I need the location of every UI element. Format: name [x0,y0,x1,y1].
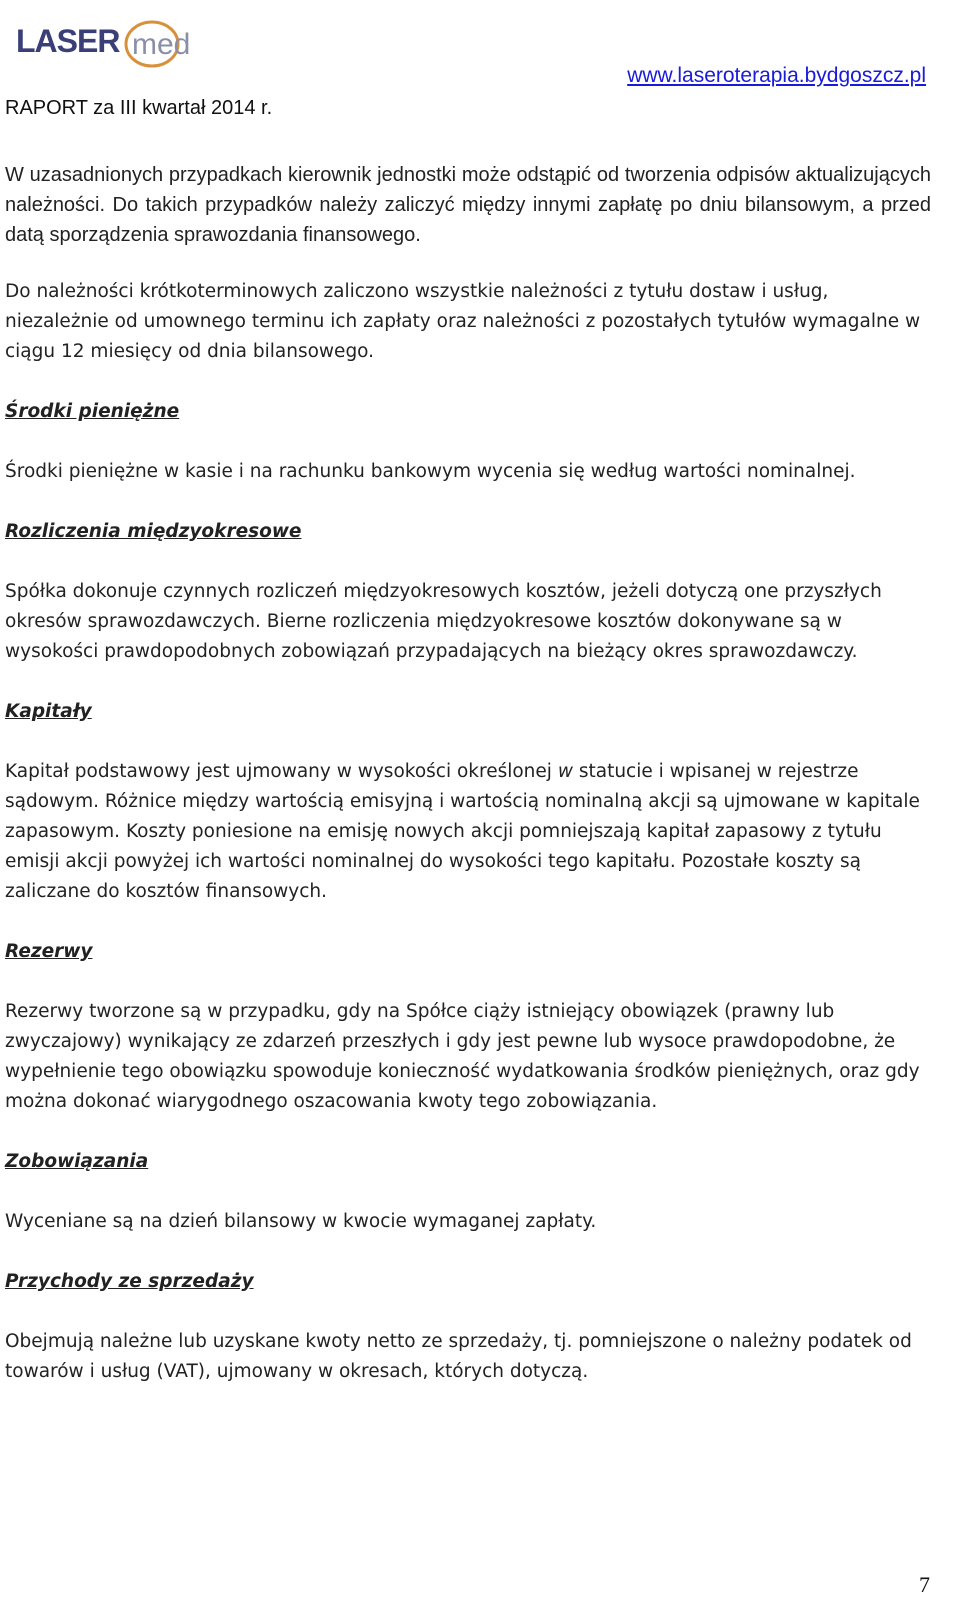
logo-text-med: med [132,28,191,61]
page-number: 7 [919,1572,930,1597]
liabilities-paragraph: Wyceniane są na dzień bilansowy w kwocie wymaganej zapłaty. [5,1211,597,1232]
cash-heading: Środki pieniężne [5,401,180,422]
cash-paragraph: Środki pieniężne w kasie i na rachunku bankowym wycenia się według wartości nominalnej. [5,461,856,482]
intro-paragraph: W uzasadnionych przypadkach kierownik jednostki może odstąpić od tworzenia odpisów aktualizujących należności. Do takich przypadków należy zaliczyć między innymi zapłatę po dniu bilansowym, a przed datą sporządzenia sprawozdania finansowego. [5,164,931,246]
revenue-heading: Przychody ze sprzedaży [5,1271,254,1292]
capital-text-end: statucie i wpisanej w rejestrze sądowym. Różnice między wartością emisyjną i wartością nominalną akcji są ujmowane w kapitale zapasowym. Koszty poniesione na emisję nowych akcji pomniejszają kapitał zapasowy z tytułu emisji akcji powyżej ich wartości nominalnej do wysokości tego kapitału. Pozostałe koszty są zaliczane do kosztów finansowych. [5,761,920,902]
accruals-heading: Rozliczenia międzyokresowe [5,521,302,542]
receivables-paragraph: Do należności krótkoterminowych zaliczono wszystkie należności z tytułu dostaw i usług, niezależnie od umownego terminu ich zapłaty oraz należności z pozostałych tytułów wymagalne w ciągu 12 miesięcy od dnia bilansowego. [5,281,921,362]
capital-text-italic: w [557,761,573,782]
provisions-heading: Rezerwy [5,941,93,962]
logo-text-laser: LASER [16,23,120,59]
report-title: RAPORT za III kwartał 2014 r. [5,97,273,119]
accruals-paragraph: Spółka dokonuje czynnych rozliczeń międzyokresowych kosztów, jeżeli dotyczą one przyszłych okresów sprawozdawczych. Bierne rozliczenia międzyokresowe kosztów dokonywane są w wysokości prawdopodobnych zobowiązań przypadających na bieżący okres sprawozdawczy. [5,581,882,662]
website-link[interactable]: www.laseroterapia.bydgoszcz.pl [627,64,926,87]
provisions-paragraph: Rezerwy tworzone są w przypadku, gdy na Spółce ciąży istniejący obowiązek (prawny lub zwyczajowy) wynikający ze zdarzeń przeszłych i gdy jest pewne lub wysoce prawdopodobne, że wypełnienie tego obowiązku spowoduje konieczność wydatkowania środków pieniężnych, oraz gdy można dokonać wiarygodnego oszacowania kwoty tego zobowiązania. [5,1001,920,1112]
policy-content [5,277,935,1417]
capital-paragraph [5,757,935,907]
liabilities-heading: Zobowiązania [5,1151,149,1172]
capital-text-start: Kapitał podstawowy jest ujmowany w wysokości określonej [5,761,558,782]
revenue-paragraph: Obejmują należne lub uzyskane kwoty netto ze sprzedaży, tj. pomniejszone o należny podatek od towarów i usług (VAT), ujmowany w okresach, których dotyczą. [5,1331,912,1382]
company-logo [14,10,204,74]
capital-heading: Kapitały [5,701,92,722]
